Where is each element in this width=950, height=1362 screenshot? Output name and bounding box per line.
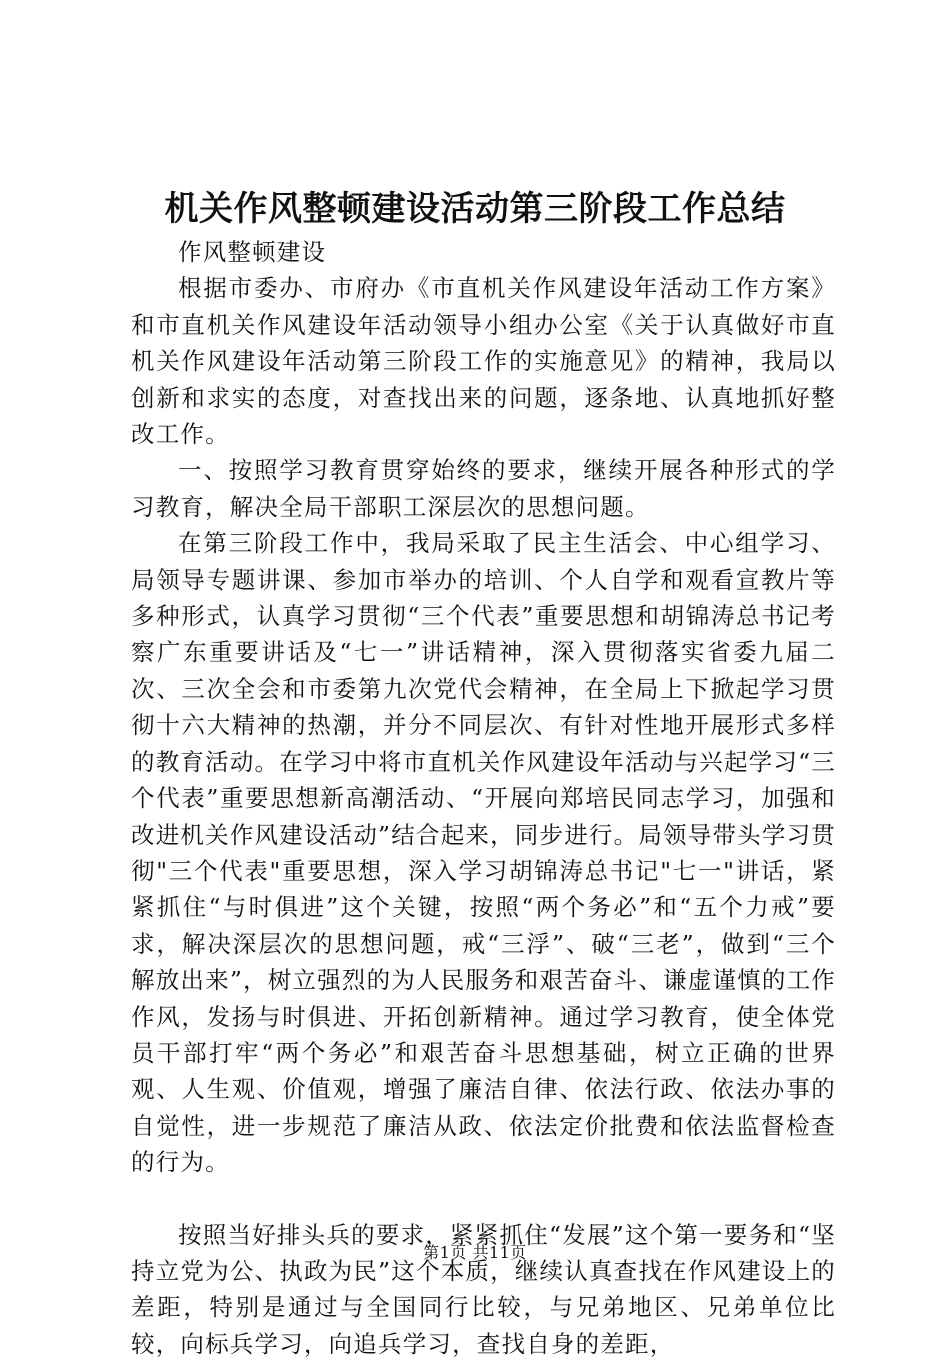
document-body	[131, 234, 836, 1362]
page-footer: 第1页 共11页	[423, 1243, 527, 1262]
paragraph-section-1-heading: 一、按照学习教育贯穿始终的要求，继续开展各种形式的学习教育，解决全局干部职工深层次的思想问题。	[131, 456, 836, 521]
document-subtitle: 作风整顿建设	[178, 238, 327, 266]
paragraph-find-gaps: 按照当好排头兵的要求，紧紧抓住“发展”这个第一要务和“坚持立党为公、执政为民”这个本质，继续认真查找在作风建设上的差距，特别是通过与全国同行比较，与兄弟地区、兄弟单位比较，向标兵学习，向追兵学习，查找自身的差距，	[131, 1220, 836, 1358]
paragraph-intro: 根据市委办、市府办《市直机关作风建设年活动工作方案》和市直机关作风建设年活动领导小组办公室《关于认真做好市直机关作风建设年活动第三阶段工作的实施意见》的精神，我局以创新和求实的态度，对查找出来的问题，逐条地、认真地抓好整改工作。	[131, 274, 836, 449]
paragraph-study-education: 在第三阶段工作中，我局采取了民主生活会、中心组学习、局领导专题讲课、参加市举办的培训、个人自学和观看宣教片等多种形式，认真学习贯彻“三个代表”重要思想和胡锦涛总书记考察广东重要讲话及“七一”讲话精神，深入贯彻落实省委九届二次、三次全会和市委第九次党代会精神，在全局上下掀起学习贯彻十六大精神的热潮，并分不同层次、有针对性地开展形式多样的教育活动。在学习中将市直机关作风建设年活动与兴起学习“三个代表”重要思想新高潮活动、“开展向郑培民同志学习，加强和改进机关作风建设活动”结合起来，同步进行。局领导带头学习贯彻"三个代表"重要思想，深入学习胡锦涛总书记"七一"讲话，紧紧抓住“与时俱进”这个关键，按照“两个务必”和“五个力戒”要求，解决深层次的思想问题，戒“三浮”、破“三老”，做到“三个解放出来”，树立强烈的为人民服务和艰苦奋斗、谦虚谨慎的工作作风，发扬与时俱进、开拓创新精神。通过学习教育，使全体党员干部打牢“两个务必”和艰苦奋斗思想基础，树立正确的世界观、人生观、价值观，增强了廉洁自律、依法行政、依法办事的自觉性，进一步规范了廉洁从政、依法定价批费和依法监督检查的行为。	[131, 529, 836, 1177]
document-title: 机关作风整顿建设活动第三阶段工作总结	[164, 189, 786, 229]
